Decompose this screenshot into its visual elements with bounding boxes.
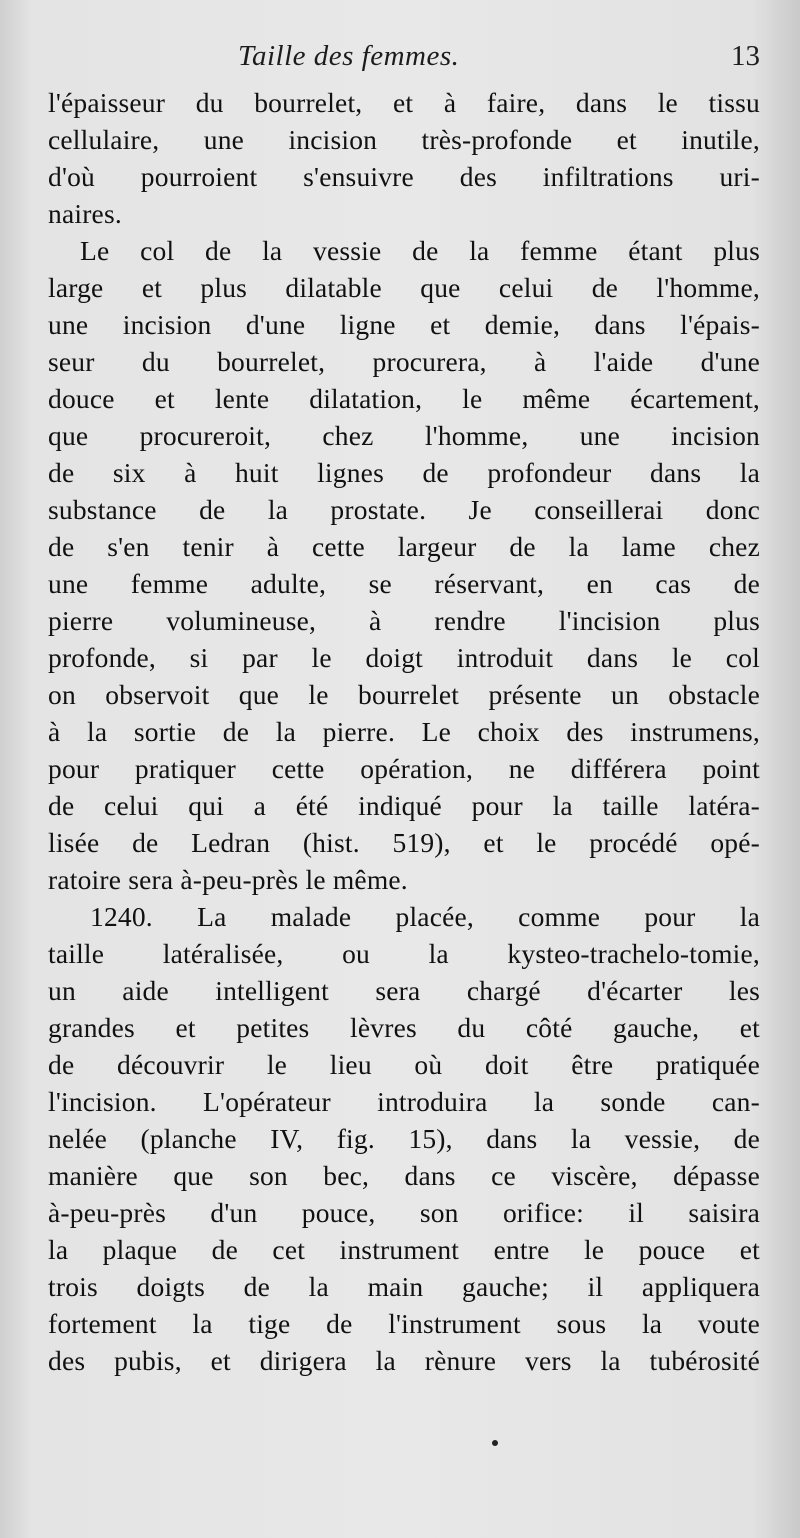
text-line: taille latéralisée, ou la kysteo-trachelo-tomie, [48,938,760,969]
text-line: d'où pourroient s'ensuivre des infiltrations uri- [48,161,760,192]
text-line: Le col de la vessie de la femme étant plus [80,235,760,266]
text-line: de découvrir le lieu où doit être pratiquée [48,1049,760,1080]
text-line: de s'en tenir à cette largeur de la lame chez [48,531,760,562]
text-line: l'incision. L'opérateur introduira la sonde can- [48,1086,760,1117]
text-line: grandes et petites lèvres du côté gauche, et [48,1012,760,1043]
running-title: Taille des femmes. [238,40,460,72]
text-line: douce et lente dilatation, le même écartement, [48,383,760,414]
text-line: trois doigts de la main gauche; il appliquera [48,1271,760,1302]
text-line: pour pratiquer cette opération, ne différera point [48,753,760,784]
text-line: ratoire sera à-peu-près le même. [48,864,408,895]
body-text [48,84,760,1379]
text-line: cellulaire, une incision très-profonde et inutile, [48,124,760,155]
text-line: des pubis, et dirigera la rènure vers la tubérosité [48,1345,760,1376]
text-line: la plaque de cet instrument entre le pouce et [48,1234,760,1265]
text-line: à la sortie de la pierre. Le choix des instrumens, [48,716,760,747]
text-line: seur du bourrelet, procurera, à l'aide d'une [48,346,760,377]
page-number: 13 [731,40,760,72]
text-line: substance de la prostate. Je conseillerai donc [48,494,760,525]
text-line: un aide intelligent sera chargé d'écarter les [48,975,760,1006]
text-line: l'épaisseur du bourrelet, et à faire, dans le tissu [48,87,760,118]
text-line: 1240. La malade placée, comme pour la [90,901,760,932]
text-line: que procureroit, chez l'homme, une incision [48,420,760,451]
text-line: nelée (planche IV, fig. 15), dans la vessie, de [48,1123,760,1154]
text-line: de six à huit lignes de profondeur dans la [48,457,760,488]
text-line: naires. [48,198,122,229]
text-line: fortement la tige de l'instrument sous la voute [48,1308,760,1339]
text-line: à-peu-près d'un pouce, son orifice: il saisira [48,1197,760,1228]
footer-dot-ornament [492,1440,498,1446]
text-line: lisée de Ledran (hist. 519), et le procédé opé- [48,827,760,858]
text-line: large et plus dilatable que celui de l'homme, [48,272,760,303]
text-line: de celui qui a été indiqué pour la taille latéra- [48,790,760,821]
text-line: profonde, si par le doigt introduit dans le col [48,642,760,673]
text-line: une femme adulte, se réservant, en cas de [48,568,760,599]
text-line: on observoit que le bourrelet présente un obstacle [48,679,760,710]
text-line: manière que son bec, dans ce viscère, dépasse [48,1160,760,1191]
page-header [48,40,760,90]
text-line: une incision d'une ligne et demie, dans l'épais- [48,309,760,340]
text-line: pierre volumineuse, à rendre l'incision plus [48,605,760,636]
